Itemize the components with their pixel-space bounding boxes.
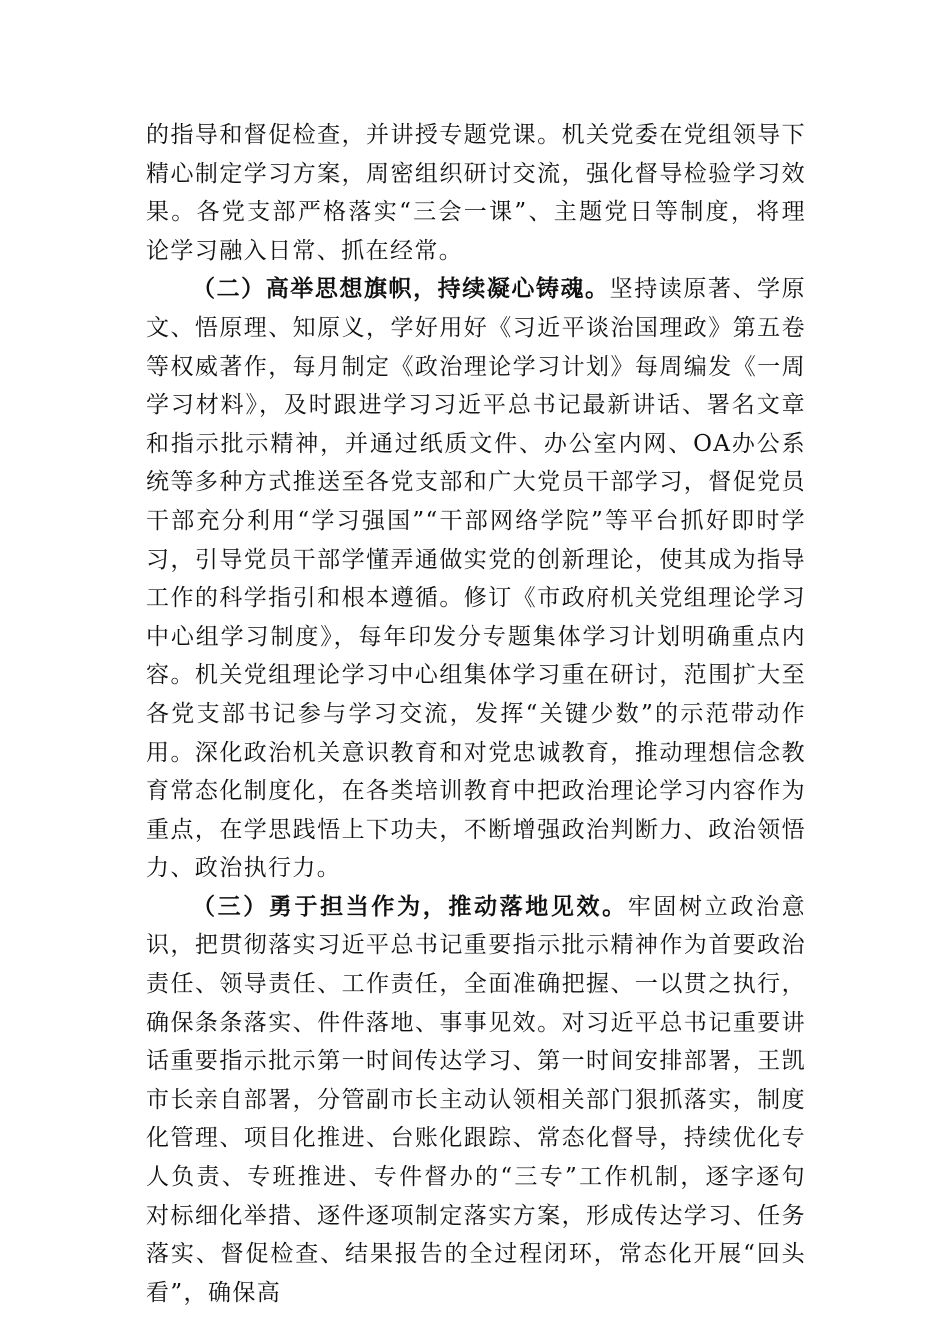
paragraph-1 bbox=[146, 116, 806, 270]
paragraph-3 bbox=[146, 888, 806, 1313]
paragraph-3-body: 牢固树立政治意识，把贯彻落实习近平总书记重要指示批示精神作为首要政治责任、领导责任、工作责任，全面准确把握、一以贯之执行，确保条条落实、件件落地、事事见效。对习近平总书记重要讲话重要指示批示第一时间传达学习、第一时间安排部署，王凯市长亲自部署，分管副市长主动认领相关部门狠抓落实，制度化管理、项目化推进、台账化跟踪、常态化督导，持续优化专人负责、专班推进、专件督办的“三专”工作机制，逐字逐句对标细化举措、逐件逐项制定落实方案，形成传达学习、任务落实、督促检查、结果报告的全过程闭环，常态化开展“回头看”，确保高 bbox=[146, 893, 806, 1306]
paragraph-2 bbox=[146, 270, 806, 888]
paragraph-3-heading: （三）勇于担当作为，推动落地见效。 bbox=[192, 892, 628, 920]
paragraph-2-heading: （二）高举思想旗帜，持续凝心铸魂。 bbox=[192, 275, 610, 303]
paragraph-2-body: 坚持读原著、学原文、悟原理、知原义，学好用好《习近平谈治国理政》第五卷等权威著作，每月制定《政治理论学习计划》每周编发《一周学习材料》，及时跟进学习习近平总书记最新讲话、署名文章和指示批示精神，并通过纸质文件、办公室内网、OA办公系统等多种方式推送至各党支部和广大党员干部学习，督促党员干部充分利用“学习强国”“干部网络学院”等平台抓好即时学习，引导党员干部学懂弄通做实党的创新理论，使其成为指导工作的科学指引和根本遵循。修订《市政府机关党组理论学习中心组学习制度》，每年印发分专题集体学习计划明确重点内容。机关党组理论学习中心组集体学习重在研讨，范围扩大至各党支部书记参与学习交流，发挥“关键少数”的示范带动作用。深化政治机关意识教育和对党忠诚教育，推动理想信念教育常态化制度化，在各类培训教育中把政治理论学习内容作为重点，在学思践悟上下功夫，不断增强政治判断力、政治领悟力、政治执行力。 bbox=[146, 276, 806, 882]
document-page bbox=[146, 116, 806, 1312]
paragraph-1-body: 的指导和督促检查，并讲授专题党课。机关党委在党组领导下精心制定学习方案，周密组织研讨交流，强化督导检验学习效果。各党支部严格落实“三会一课”、主题党日等制度，将理论学习融入日常、抓在经常。 bbox=[146, 122, 806, 264]
